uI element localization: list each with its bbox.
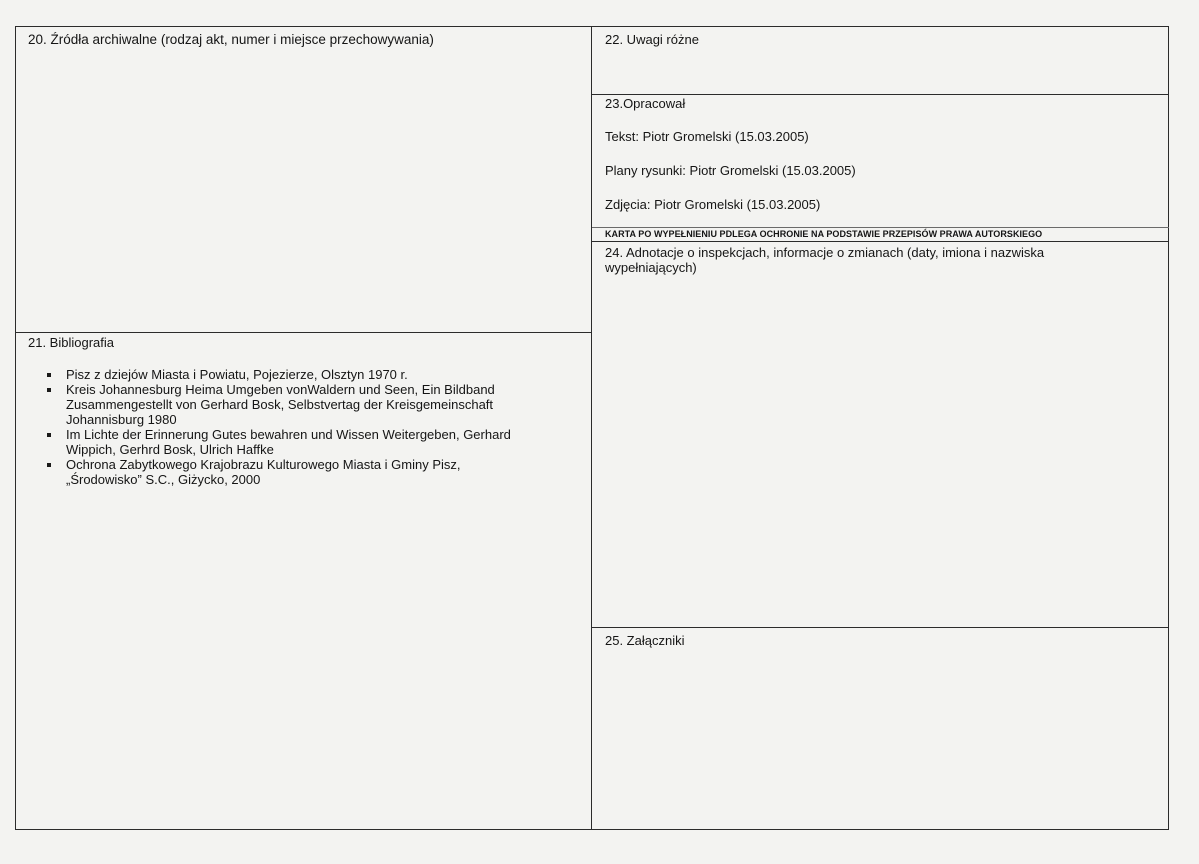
- bibliography-item: [45, 382, 565, 427]
- divider-20-21: [16, 332, 591, 333]
- bibliography-item-line: Zusammengestellt von Gerhard Bosk, Selbstvertag der Kreisgemeinschaft: [66, 397, 494, 412]
- divider-22-23: [592, 94, 1169, 95]
- bibliography-label: 21. Bibliografia: [28, 335, 114, 350]
- attachments-label: 25. Załączniki: [605, 633, 685, 648]
- column-divider: [591, 27, 592, 830]
- annotations-label-line1: 24. Adnotacje o inspekcjach, informacje o zmianach (daty, imiona i nazwiska: [605, 245, 1045, 260]
- bibliography-item-line: Im Lichte der Erinnerung Gutes bewahren und Wissen Weitergeben, Gerhard: [66, 427, 511, 442]
- prepared-plans-line: Plany rysunki: Piotr Gromelski (15.03.2005): [605, 163, 856, 178]
- bibliography-item-line: Johannisburg 1980: [66, 412, 177, 427]
- bibliography-item: [45, 367, 565, 382]
- prepared-photos-line: Zdjęcia: Piotr Gromelski (15.03.2005): [605, 197, 821, 212]
- copyright-notice: KARTA PO WYPEŁNIENIU PDLEGA OCHRONIE NA PODSTAWIE PRZEPISÓW PRAWA AUTORSKIEGO: [605, 229, 1043, 239]
- prepared-by-label: 23.Opracował: [605, 96, 686, 111]
- bibliography-item-line: Kreis Johannesburg Heima Umgeben vonWaldern und Seen, Ein Bildband: [66, 382, 495, 397]
- notes-label: 22. Uwagi różne: [605, 32, 699, 47]
- bibliography-item-line: Wippich, Gerhrd Bosk, Ulrich Haffke: [66, 442, 274, 457]
- divider-23-24: [592, 241, 1169, 242]
- bibliography-item-line: Ochrona Zabytkowego Krajobrazu Kulturowego Miasta i Gminy Pisz,: [66, 457, 461, 472]
- bibliography-item: [45, 427, 565, 457]
- bibliography-item-line: „Środowisko” S.C., Giżycko, 2000: [66, 472, 261, 487]
- archive-sources-label: 20. Źródła archiwalne (rodzaj akt, numer i miejsce przechowywania): [28, 32, 434, 47]
- divider-24-25: [592, 627, 1169, 628]
- annotations-label-line2: wypełniających): [605, 260, 697, 275]
- bibliography-list: [45, 367, 565, 487]
- bibliography-item: [45, 457, 565, 487]
- prepared-text-line: Tekst: Piotr Gromelski (15.03.2005): [605, 129, 809, 144]
- divider-notice-top: [592, 227, 1169, 228]
- bibliography-item-line: Pisz z dziejów Miasta i Powiatu, Pojezierze, Olsztyn 1970 r.: [66, 367, 408, 382]
